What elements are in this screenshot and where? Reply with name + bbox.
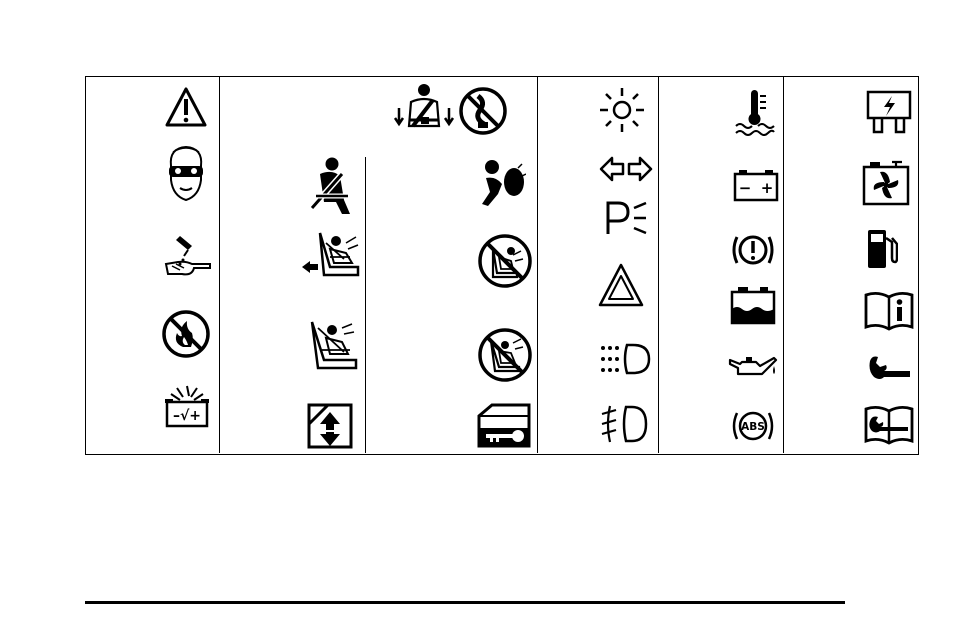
power-window-icon	[306, 402, 354, 450]
column-divider	[783, 77, 784, 453]
fan-icon	[862, 160, 912, 206]
thermometer-water-icon	[734, 88, 776, 136]
svg-text:ABS: ABS	[741, 421, 765, 433]
child-seat-belt-icon	[304, 318, 362, 374]
svg-text:+: +	[760, 179, 774, 197]
column-divider	[365, 157, 366, 453]
turn-arrows-icon	[599, 156, 653, 182]
acid-hand-icon	[162, 234, 214, 278]
column-divider	[219, 77, 220, 453]
brake-warning-icon	[731, 231, 775, 269]
hazard-triangle-icon	[598, 263, 644, 307]
column-divider	[537, 77, 538, 453]
coolant-tank-icon	[730, 285, 776, 325]
fuse-icon	[866, 90, 912, 134]
book-wrench-icon	[864, 405, 914, 445]
fuel-pump-icon	[866, 228, 898, 270]
no-twist-belt-icon	[458, 86, 508, 136]
no-flame-icon	[161, 309, 211, 359]
bottom-rule	[85, 601, 845, 604]
column-divider	[658, 77, 659, 453]
wrench-icon	[868, 355, 912, 381]
no-forward-facing-seat-icon	[477, 327, 533, 383]
abs-icon	[730, 408, 776, 444]
lap-shoulder-belt-icon	[393, 82, 455, 142]
battery-icon	[733, 168, 779, 202]
parking-lamp-icon	[604, 200, 648, 236]
oil-can-icon	[728, 352, 780, 382]
seat-belt-icon	[306, 156, 356, 216]
air-bag-icon	[478, 158, 526, 208]
door-key-icon	[476, 402, 532, 448]
battery-explosion-icon	[163, 384, 211, 430]
sun-light-icon	[596, 86, 648, 136]
warning-triangle-icon	[165, 86, 207, 128]
child-seat-rearward-icon	[300, 229, 364, 287]
face-goggles-icon	[163, 144, 209, 204]
svg-text:−: −	[738, 179, 752, 197]
fog-lamp-icon	[600, 404, 650, 444]
book-info-icon	[864, 291, 914, 331]
svg-text:–√+: –√+	[172, 408, 202, 424]
daytime-lamp-icon	[599, 342, 653, 376]
no-rear-facing-seat-icon	[477, 233, 533, 289]
